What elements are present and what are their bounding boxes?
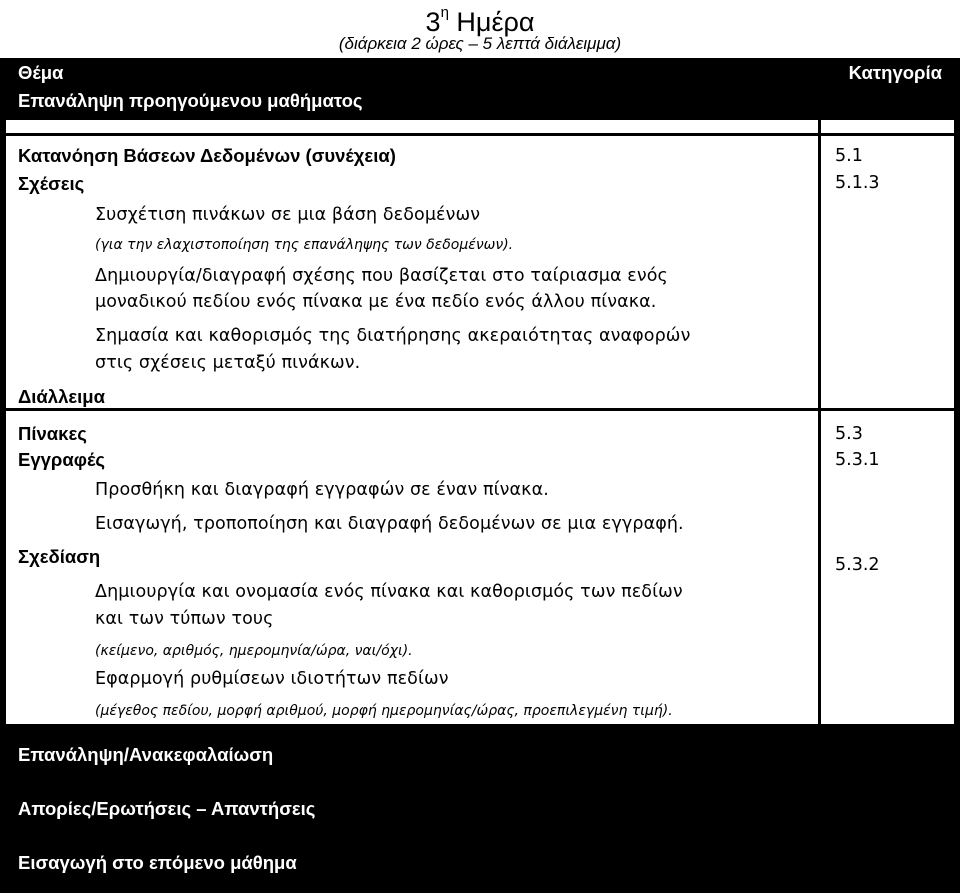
page-subtitle: (διάρκεια 2 ώρες – 5 λεπτά διάλειμμα) [338,34,622,53]
footer-block [0,724,960,893]
category-value: 5.1 [835,146,863,166]
list-item: Προσθήκη και διαγραφή εγγραφών σε έναν πίνακα. [95,480,549,500]
section-subheading: Εγγραφές [18,449,105,470]
table-header [0,58,960,120]
item-note: (κείμενο, αριθμός, ημερομηνία/ώρα, ναι/όχι). [95,643,413,659]
footer-questions: Απορίες/Ερωτήσεις – Απαντήσεις [18,798,316,819]
category-value: 5.1.3 [835,173,880,193]
list-item: Δημιουργία/διαγραφή σχέσης που βασίζεται στο ταίριασμα ενός [95,266,668,286]
page-title: $3^\eta$ Ημέρα [425,4,535,37]
category-value: 5.3.2 [835,555,880,575]
item-note: (μέγεθος πεδίου, μορφή αριθμού, μορφή ημερομηνίας/ώρας, προεπιλεγμένη τιμή). [95,703,673,719]
list-item: Σημασία και καθορισμός της διατήρησης ακεραιότητας αναφορών [95,326,691,346]
category-column-divider [818,120,821,724]
table-border-right [954,120,960,724]
list-item: Δημιουργία και ονομασία ενός πίνακα και καθορισμός των πεδίων [95,582,683,602]
review-previous-lesson: Επανάληψη προηγούμενου μαθήματος [18,90,363,111]
table-border-left [0,120,6,724]
table-divider-top [0,133,960,136]
list-item: Εισαγωγή, τροποποίηση και διαγραφή δεδομένων σε μια εγγραφή. [95,514,684,534]
section-heading: Κατανόηση Βάσεων Δεδομένων (συνέχεια) [18,145,396,166]
footer-next-lesson: Εισαγωγή στο επόμενο μάθημα [18,852,297,873]
footer-review: Επανάληψη/Ανακεφαλαίωση [18,744,274,765]
topic-column-header: Θέμα [18,62,64,83]
item-note: (για την ελαχιστοποίηση της επανάληψης των δεδομένων). [95,237,514,253]
list-item: Συσχέτιση πινάκων σε μια βάση δεδομένων [95,205,481,225]
table-divider-break [0,408,960,411]
break-label: Διάλλειμα [18,386,105,407]
section-subheading: Σχεδίαση [18,546,101,567]
category-column-header: Κατηγορία [848,62,942,83]
list-item: στις σχέσεις μεταξύ πινάκων. [95,353,361,373]
section-heading: Πίνακες [18,423,87,444]
category-value: 5.3 [835,424,863,444]
section-subheading: Σχέσεις [18,173,85,194]
list-item: Εφαρμογή ρυθμίσεων ιδιοτήτων πεδίων [95,669,449,689]
list-item: μοναδικού πεδίου ενός πίνακα με ένα πεδίο ενός άλλου πίνακα. [95,292,657,312]
list-item: και των τύπων τους [95,609,274,629]
category-value: 5.3.1 [835,450,880,470]
